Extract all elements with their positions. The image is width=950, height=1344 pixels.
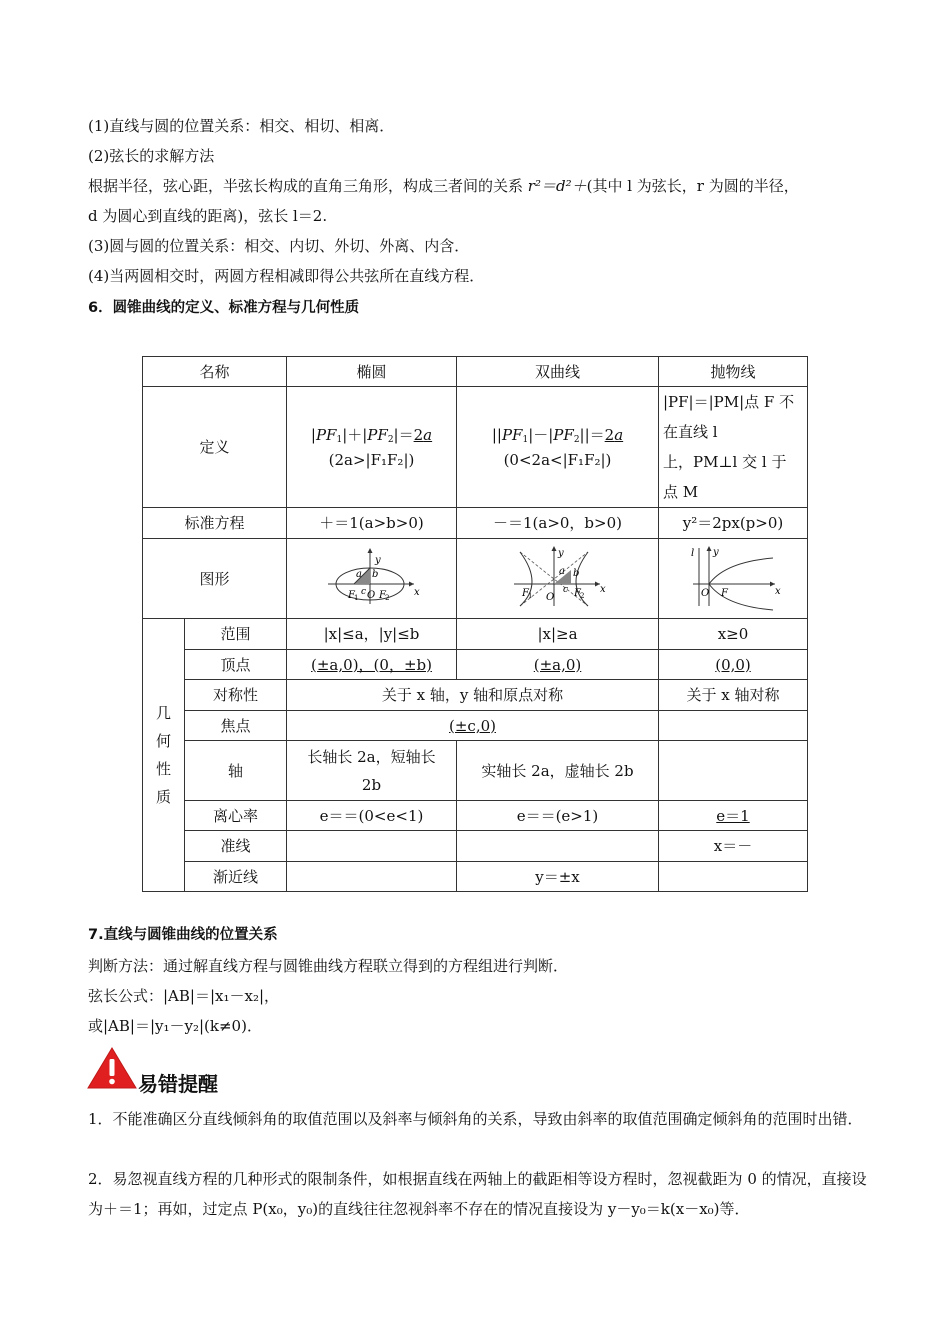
parabola-figure xyxy=(659,539,808,619)
ellipse-definition-note: (2a>|F₁F₂|) xyxy=(328,450,415,469)
svg-text:F: F xyxy=(573,588,581,599)
label-equation: 标准方程 xyxy=(143,508,287,539)
section-heading-conic: 6．圆锥曲线的定义、标准方程与几何性质 xyxy=(88,300,360,316)
ellipse-axis-line: 长轴长 2a，短轴长 xyxy=(307,747,436,766)
parabola-asymptote xyxy=(659,862,808,892)
svg-text:2: 2 xyxy=(579,592,584,600)
parabola-focus xyxy=(659,711,808,741)
hyperbola-asymptote: y＝±x xyxy=(457,862,659,892)
hyperbola-axis: 实轴长 2a，虚轴长 2b xyxy=(457,741,659,801)
svg-text:y: y xyxy=(713,547,719,558)
svg-text:l: l xyxy=(691,548,695,559)
group-char: 何 xyxy=(155,732,171,750)
conic-focus-value: (±c,0) xyxy=(449,716,496,735)
parabola-def-line: 在直线 l xyxy=(663,423,718,441)
header-parabola: 抛物线 xyxy=(659,357,808,387)
header-ellipse: 椭圆 xyxy=(287,357,457,387)
svg-text:F: F xyxy=(378,590,386,601)
parabola-directrix: x＝－ xyxy=(659,831,808,862)
parabola-def-line: 点 M xyxy=(663,483,699,501)
chord-explanation-2: d 为圆心到直线的距离)，弦长 l＝2. xyxy=(88,207,328,225)
ellipse-vertex-value: (±a,0)，(0，±b) xyxy=(311,655,432,674)
item-circle-relation: (3)圆与圆的位置关系：相交、内切、外切、外离、内含． xyxy=(88,237,470,255)
chord-explanation xyxy=(88,176,888,196)
item-line-relation: (1)直线与圆的位置关系：相交、相切、相离． xyxy=(88,117,395,135)
label-directrix: 准线 xyxy=(185,831,287,862)
parabola-def-line: 上，PM⊥l 交 l 于 xyxy=(663,453,787,471)
hyperbola-definition-note: (0<2a<|F₁F₂|) xyxy=(503,450,612,469)
svg-text:O: O xyxy=(701,588,710,599)
geometry-group-label xyxy=(143,619,185,892)
svg-text:x: x xyxy=(775,586,781,597)
warning-title: 易错提醒 xyxy=(138,1072,218,1096)
svg-text:F: F xyxy=(521,588,529,599)
chord-formula: r²＝d²＋ xyxy=(527,177,587,195)
label-range: 范围 xyxy=(185,619,287,650)
label-focus: 焦点 xyxy=(185,711,287,741)
item-common-chord: (4)当两圆相交时，两圆方程相减即得公共弦所在直线方程． xyxy=(88,267,485,285)
hyperbola-eccentricity: e＝＝(e>1) xyxy=(457,801,659,831)
parabola-symmetry: 关于 x 轴对称 xyxy=(659,680,808,711)
svg-text:F: F xyxy=(721,588,728,599)
parabola-equation: y²＝2px(p>0) xyxy=(659,508,808,539)
ellipse-eccentricity: e＝＝(0<e<1) xyxy=(287,801,457,831)
parabola-definition xyxy=(659,387,808,508)
ellipse-axis-line: 2b xyxy=(361,775,382,794)
svg-text:x: x xyxy=(599,584,606,595)
hyperbola-definition: $||PF_1|-|PF_2||=2a$ (0<2a<|F₁F₂|) xyxy=(457,387,659,508)
parabola-eccentricity-value: e＝1 xyxy=(716,806,750,825)
ellipse-definition: $|PF_1|+|PF_2|=2a$ (2a>|F₁F₂|) xyxy=(287,387,457,508)
chord-suffix: (其中 l 为弦长，r 为圆的半径， xyxy=(586,177,799,195)
chord-formula-2: 或|AB|＝|y₁－y₂|(k≠0)． xyxy=(88,1017,262,1035)
hyperbola-range: |x|≥a xyxy=(457,619,659,650)
parabola-axis xyxy=(659,741,808,801)
hyperbola-vertex-value: (±a,0) xyxy=(533,655,582,674)
relation-method: 判断方法：通过解直线方程与圆锥曲线方程联立得到的方程组进行判断． xyxy=(88,957,569,975)
conic-symmetry: 关于 x 轴，y 轴和原点对称 xyxy=(287,680,659,711)
section-heading-relation: 7.直线与圆锥曲线的位置关系 xyxy=(88,927,278,943)
label-definition: 定义 xyxy=(143,387,287,508)
header-hyperbola: 双曲线 xyxy=(457,357,659,387)
group-char: 质 xyxy=(155,788,171,806)
svg-text:y: y xyxy=(557,548,564,559)
warning-icon xyxy=(86,1046,138,1090)
conic-focus xyxy=(287,711,659,741)
svg-text:1: 1 xyxy=(353,594,358,602)
chord-formula-1: 弦长公式：|AB|＝|x₁－x₂|， xyxy=(88,987,280,1005)
svg-text:b: b xyxy=(572,568,579,579)
svg-text:F: F xyxy=(347,590,355,601)
ellipse-directrix xyxy=(287,831,457,862)
label-asymptote: 渐近线 xyxy=(185,862,287,892)
parabola-vertex-value: (0,0) xyxy=(715,655,751,674)
svg-text:x: x xyxy=(413,587,420,598)
hyperbola-graph xyxy=(508,544,608,608)
ellipse-range: |x|≤a，|y|≤b xyxy=(287,619,457,650)
warning-tip-1: 1．不能准确区分直线倾斜角的取值范围以及斜率与倾斜角的关系，导致由斜率的取值范围确定倾斜角的范围时出错． xyxy=(88,1110,863,1128)
ellipse-equation: ＋＝1(a>b>0) xyxy=(287,508,457,539)
warning-tip-2: 2．易忽视直线方程的几种形式的限制条件，如根据直线在两轴上的截距相等设方程时，忽视截距为 0 的情况，直接设为＋＝1；再如，过定点 P(x₀，y₀)的直线往往忽视斜率不存在的情况直接设为 y－y₀＝k(x－x₀)等． xyxy=(88,1170,867,1218)
parabola-def-line: |PF|＝|PM|点 F 不 xyxy=(663,393,795,411)
parabola-graph xyxy=(685,544,781,608)
item-chord-method: (2)弦长的求解方法 xyxy=(88,147,215,165)
group-char: 性 xyxy=(155,760,171,778)
svg-text:O: O xyxy=(366,590,375,601)
hyperbola-vertex xyxy=(457,650,659,680)
svg-text:a: a xyxy=(558,566,565,577)
parabola-range: x≥0 xyxy=(659,619,808,650)
ellipse-vertex xyxy=(287,650,457,680)
chord-prefix: 根据半径，弦心距，半弦长构成的直角三角形，构成三者间的关系 xyxy=(88,177,524,195)
header-name: 名称 xyxy=(143,357,287,387)
svg-text:2: 2 xyxy=(384,594,389,602)
svg-text:y: y xyxy=(374,555,381,566)
svg-text:c: c xyxy=(562,585,568,595)
svg-text:b: b xyxy=(371,569,378,580)
svg-text:1: 1 xyxy=(527,592,532,600)
hyperbola-figure xyxy=(457,539,659,619)
svg-text:c: c xyxy=(360,587,366,597)
label-symmetry: 对称性 xyxy=(185,680,287,711)
svg-text:O: O xyxy=(545,592,554,603)
hyperbola-equation: －＝1(a>0，b>0) xyxy=(457,508,659,539)
label-axis: 轴 xyxy=(185,741,287,801)
svg-text:a: a xyxy=(355,569,362,580)
conic-property-table xyxy=(142,356,808,892)
group-char: 几 xyxy=(155,704,171,722)
parabola-eccentricity xyxy=(659,801,808,831)
hyperbola-directrix xyxy=(457,831,659,862)
parabola-vertex xyxy=(659,650,808,680)
ellipse-asymptote xyxy=(287,862,457,892)
label-vertex: 顶点 xyxy=(185,650,287,680)
ellipse-graph xyxy=(326,546,418,606)
label-figure: 图形 xyxy=(143,539,287,619)
label-eccentricity: 离心率 xyxy=(185,801,287,831)
ellipse-figure xyxy=(287,539,457,619)
ellipse-axis xyxy=(287,741,457,801)
